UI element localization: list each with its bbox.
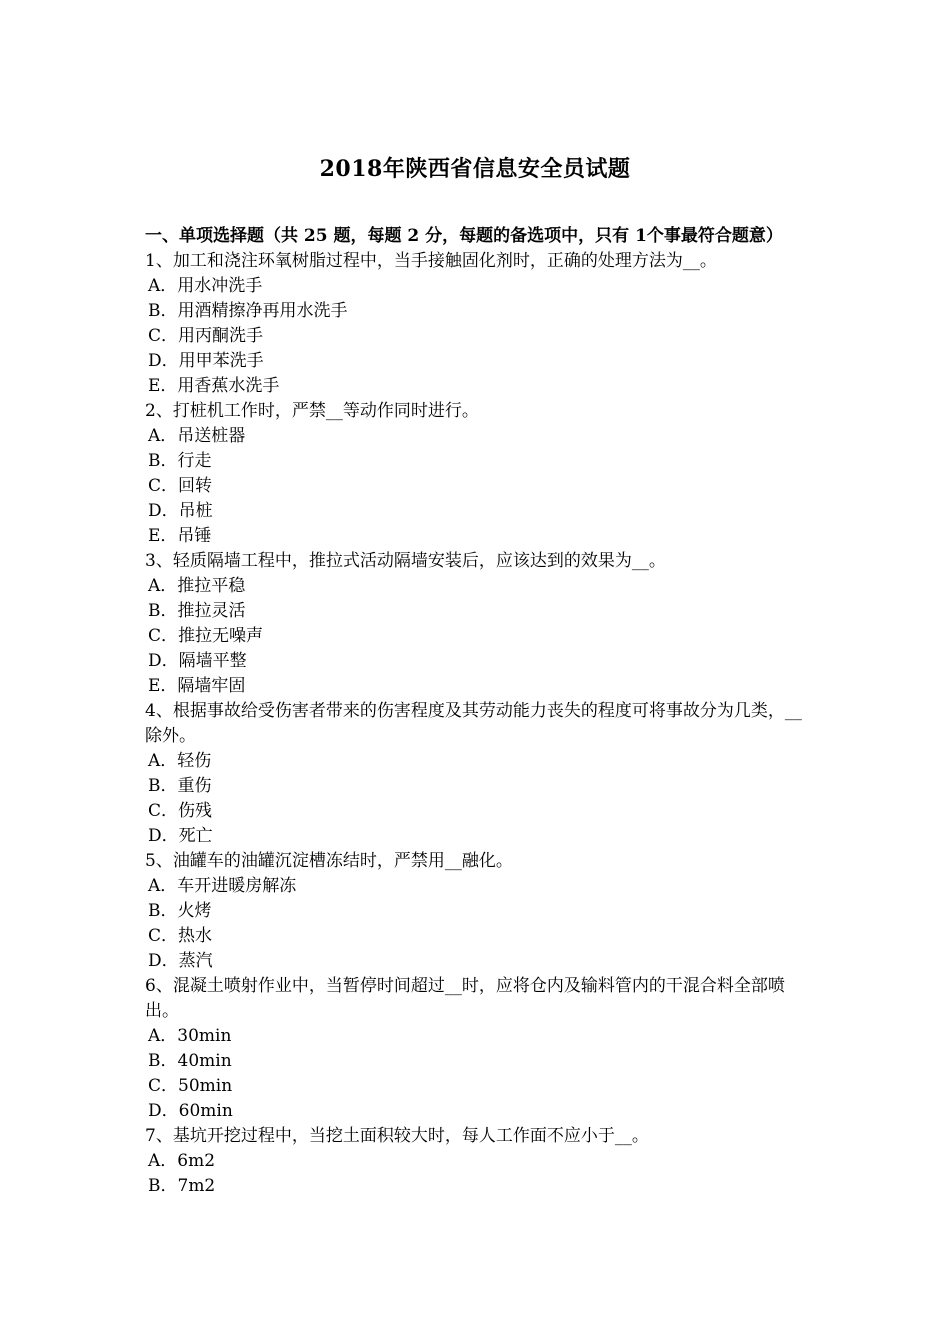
option-letter: A． [148,876,178,896]
answer-option [145,1099,810,1124]
option-text: 热水 [178,926,213,946]
option-letter: D． [148,501,179,521]
option-text: 推拉平稳 [177,576,246,596]
option-letter: C． [148,326,179,346]
option-letter: D． [148,651,179,671]
question-text: 6、混凝土喷射作业中，当暂停时间超过__时，应将仓内及输料管内的干混合料全部喷出。 [145,976,785,1021]
question-list [145,249,810,1199]
question-text: 4、根据事故给受伤害者带来的伤害程度及其劳动能力丧失的程度可将事故分为几类，__除外。 [145,701,802,746]
answer-option [145,1074,810,1099]
answer-option [145,924,810,949]
option-letter: C． [148,476,179,496]
question-text: 2、打桩机工作时，严禁__等动作同时进行。 [145,401,479,421]
option-text: 火烤 [177,901,212,921]
option-text: 隔墙平整 [178,651,247,671]
option-letter: D． [148,951,179,971]
document-body [145,224,810,1199]
option-letter: A． [148,1026,178,1046]
answer-option [145,1024,810,1049]
answer-option [145,874,810,899]
option-letter: B． [148,601,178,621]
option-text: 用酒精擦净再用水洗手 [177,301,348,321]
option-letter: A． [148,1151,178,1171]
option-letter: A． [148,751,178,771]
option-text: 死亡 [178,826,213,846]
answer-option [145,449,810,474]
question-text: 7、基坑开挖过程中，当挖土面积较大时，每人工作面不应小于__。 [145,1126,649,1146]
answer-option [145,824,810,849]
answer-option [145,599,810,624]
option-text: 车开进暖房解冻 [177,876,297,896]
option-text: 6m2 [177,1151,216,1171]
option-letter: B． [148,451,178,471]
option-text: 行走 [177,451,212,471]
answer-option [145,949,810,974]
option-letter: E． [148,676,178,696]
option-text: 60min [178,1101,233,1121]
question-text: 5、油罐车的油罐沉淀槽冻结时，严禁用__融化。 [145,851,513,871]
answer-option [145,899,810,924]
option-letter: B． [148,776,178,796]
option-text: 7m2 [177,1176,216,1196]
option-text: 用丙酮洗手 [178,326,264,346]
option-text: 40min [177,1051,232,1071]
answer-option [145,774,810,799]
question-text: 1、加工和浇注环氧树脂过程中，当手接触固化剂时，正确的处理方法为__。 [145,251,717,271]
option-text: 吊锤 [177,526,212,546]
answer-option [145,674,810,699]
option-letter: B． [148,901,178,921]
option-letter: A． [148,426,178,446]
answer-option [145,274,810,299]
option-text: 用香蕉水洗手 [177,376,280,396]
option-text: 推拉无噪声 [178,626,264,646]
answer-option [145,424,810,449]
option-text: 用甲苯洗手 [178,351,264,371]
option-letter: B． [148,1051,178,1071]
option-letter: B． [148,301,178,321]
option-text: 吊桩 [178,501,213,521]
answer-option [145,749,810,774]
answer-option [145,474,810,499]
answer-option [145,624,810,649]
answer-option [145,1049,810,1074]
page-title: 2018年陕西省信息安全员试题 [319,156,631,182]
answer-option [145,299,810,324]
option-text: 蒸汽 [178,951,213,971]
option-text: 隔墙牢固 [177,676,246,696]
option-text: 回转 [178,476,213,496]
option-text: 重伤 [177,776,212,796]
option-letter: D． [148,826,179,846]
option-letter: A． [148,276,178,296]
answer-option [145,649,810,674]
option-text: 轻伤 [177,751,212,771]
answer-option [145,499,810,524]
option-letter: D． [148,351,179,371]
option-text: 推拉灵活 [177,601,246,621]
section-heading: 一、单项选择题（共 25 题，每题 2 分，每题的备选项中，只有 1个事最符合题意） [145,226,783,246]
option-text: 用水冲洗手 [177,276,263,296]
option-letter: A． [148,576,178,596]
option-text: 吊送桩器 [177,426,246,446]
option-letter: E． [148,526,178,546]
option-letter: C． [148,1076,179,1096]
option-text: 伤残 [178,801,213,821]
option-letter: C． [148,801,179,821]
option-letter: C． [148,626,179,646]
option-letter: E． [148,376,178,396]
option-letter: B． [148,1176,178,1196]
answer-option [145,349,810,374]
question-text: 3、轻质隔墙工程中，推拉式活动隔墙安装后，应该达到的效果为__。 [145,551,666,571]
answer-option [145,324,810,349]
option-text: 50min [178,1076,233,1096]
answer-option [145,374,810,399]
answer-option [145,524,810,549]
option-letter: D． [148,1101,179,1121]
answer-option [145,1149,810,1174]
answer-option [145,1174,810,1199]
answer-option [145,574,810,599]
answer-option [145,799,810,824]
option-text: 30min [177,1026,232,1046]
option-letter: C． [148,926,179,946]
